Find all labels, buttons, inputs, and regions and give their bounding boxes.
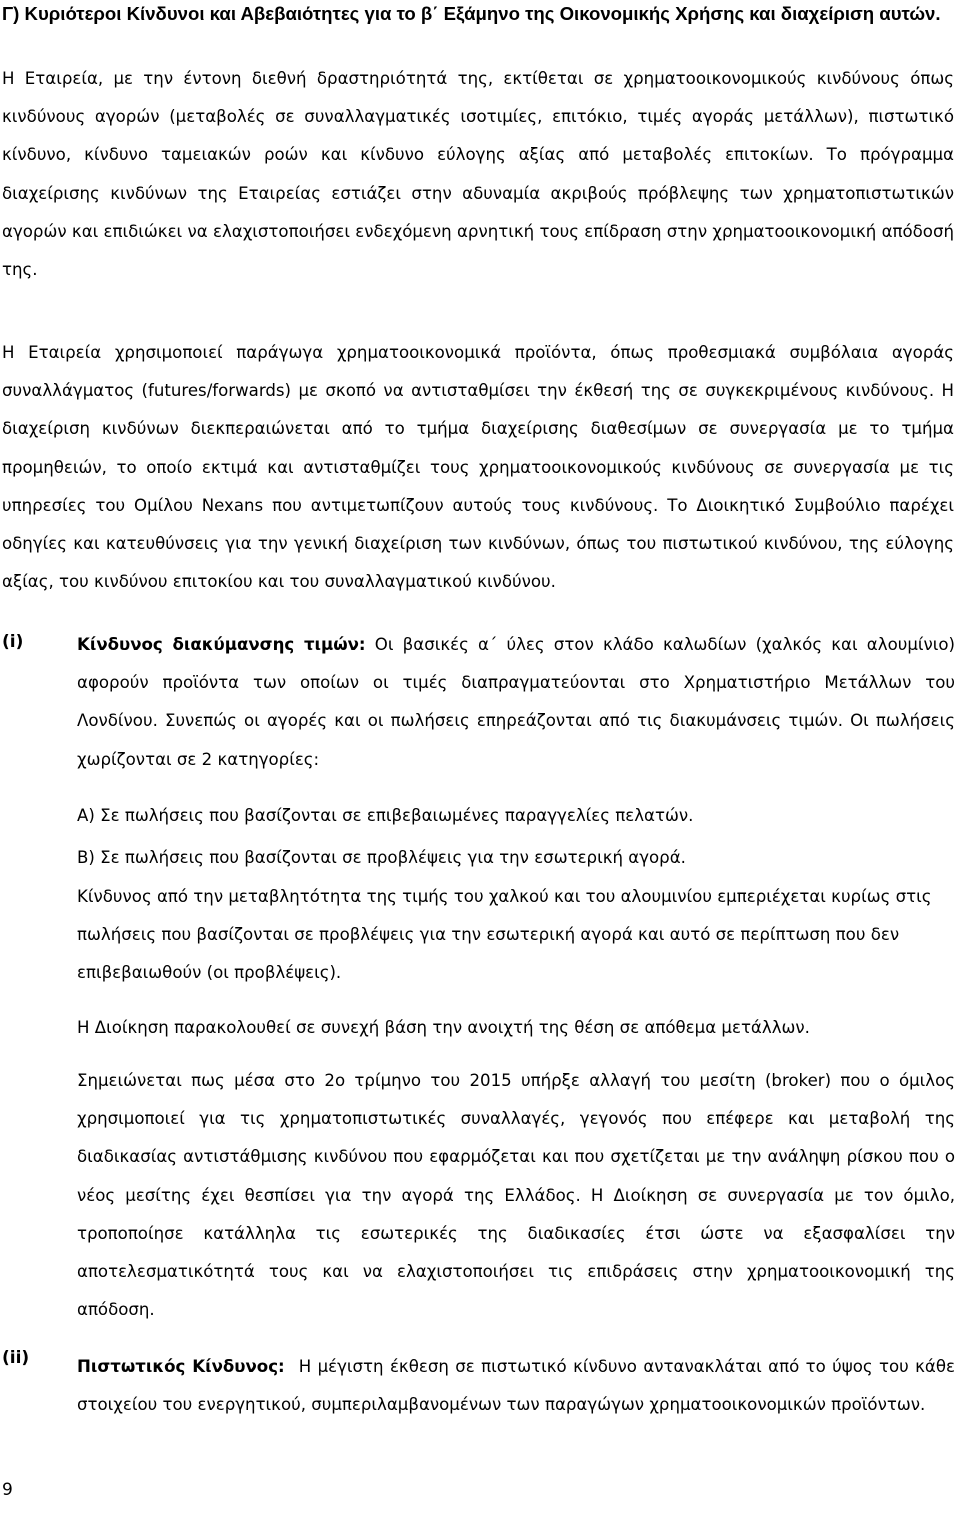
- credit-risk-paragraph: [77, 1348, 955, 1424]
- item-ii-label: (ii): [2, 1348, 30, 1368]
- metal-price-risk-text: Κίνδυνος από την μεταβλητότητα της τιμής του χαλκού και του αλουμινίου εμπεριέχεται κυρίως στις πωλήσεις που βασίζονται σε προβλέψεις για την εσωτερική αγορά και αυτό σε περίπτωση που δεν επιβεβαιωθούν (οι προβλέψεις).: [77, 887, 932, 983]
- item-i-label: (i): [2, 632, 24, 652]
- credit-risk-text: Η μέγιστη έκθεση σε πιστωτικό κίνδυνο αντανακλάται από το ύψος του κάθε στοιχείου του ενεργητικού, συμπεριλαμβανομένων των παραγώγων χρηματοοικονομικών προϊόντων.: [77, 1357, 955, 1415]
- broker-change-note: Σημειώνεται πως μέσα στο 2ο τρίμηνο του 2015 υπήρξε αλλαγή του μεσίτη (broker) που ο όμιλος χρησιμοποιεί για τις χρηματοπιστωτικές συναλλαγές, γεγονός που επέφερε και μεταβολή της διαδικασίας αντιστάθμισης κινδύνου που εφαρμόζεται και που σχετίζεται με την ανάληψη ρίσκου που ο νέος μεσίτης έχει θεσπίσει για την αγορά της Ελλάδος. Η Διοίκηση σε συνεργασία με τον όμιλο, τροποποίησε κατάλληλα τις εσωτερικές της διαδικασίες έτσι ώστε να εξασφαλίσει την αποτελεσματικότητά τους και να ελαχιστοποιήσει τις επιδράσεις στην χρηματοοικονομική της απόδοση.: [77, 1071, 955, 1320]
- section-heading: Γ) Κυριότεροι Κίνδυνοι και Αβεβαιότητες για το β΄ Εξάμηνο της Οικονομικής Χρήσης και διαχείριση αυτών.: [2, 3, 941, 24]
- credit-risk-title: Πιστωτικός Κίνδυνος:: [77, 1357, 285, 1376]
- management-monitoring-text: Η Διοίκηση παρακολουθεί σε συνεχή βάση την ανοιχτή της θέση σε απόθεμα μετάλλων.: [77, 1018, 810, 1037]
- intro-paragraph: Η Εταιρεία, με την έντονη διεθνή δραστηριότητά της, εκτίθεται σε χρηματοοικονομικούς κινδύνους όπως κινδύνους αγορών (μεταβολές σε συναλλαγματικές ισοτιμίες, επιτόκιο, τιμές αγοράς μετάλλων), πιστωτικό κίνδυνο, κίνδυνο ταμειακών ροών και κίνδυνο εύλογης αξίας από μεταβολές επιτοκίων. Το πρόγραμμα διαχείρισης κινδύνων της Εταιρείας εστιάζει στην αδυναμία ακριβούς πρόβλεψης των χρηματοπιστωτικών αγορών και επιδιώκει να ελαχιστοποιήσει ενδεχόμενη αρνητική τους επίδραση στην χρηματοοικονομική απόδοσή της.: [2, 69, 954, 280]
- page-number: 9: [2, 1480, 13, 1500]
- price-risk-text: Οι βασικές α΄ ύλες στον κλάδο καλωδίων (χαλκός και αλουμίνιο) αφορούν προϊόντα των οποίων οι τιμές διαπραγματεύονται στο Χρηματιστήριο Μετάλλων του Λονδίνου. Συνεπώς οι αγορές και οι πωλήσεις επηρεάζονται από τις διακυμάνσεις τιμών. Οι πωλήσεις χωρίζονται σε 2 κατηγορίες:: [77, 635, 956, 769]
- price-risk-title: Κίνδυνος διακύμανσης τιμών:: [77, 635, 366, 654]
- sales-category-b: Β) Σε πωλήσεις που βασίζονται σε προβλέψεις για την εσωτερική αγορά.: [77, 848, 686, 867]
- sales-category-a: Α) Σε πωλήσεις που βασίζονται σε επιβεβαιωμένες παραγγελίες πελατών.: [77, 806, 694, 825]
- price-risk-paragraph: [77, 626, 955, 779]
- derivatives-paragraph: Η Εταιρεία χρησιμοποιεί παράγωγα χρηματοοικονομικά προϊόντα, όπως προθεσμιακά συμβόλαια αγοράς συναλλάγματος (futures/forwards) με σκοπό να αντισταθμίσει την έκθεσή της σε συγκεκριμένους κινδύνους. Η διαχείριση κινδύνων διεκπεραιώνεται από το τμήμα διαχείρισης διαθεσίμων σε συνεργασία με το τμήμα προμηθειών, το οποίο εκτιμά και αντισταθμίζει τους χρηματοοικονομικούς κινδύνους σε συνεργασία με τις υπηρεσίες του Ομίλου Nexans που αντιμετωπίζουν αυτούς τους κινδύνους. Το Διοικητικό Συμβούλιο παρέχει οδηγίες και κατευθύνσεις για την γενική διαχείριση των κινδύνων, όπως του πιστωτικού κινδύνου, της εύλογης αξίας, του κινδύνου επιτοκίου και του συναλλαγματικού κινδύνου.: [2, 343, 954, 592]
